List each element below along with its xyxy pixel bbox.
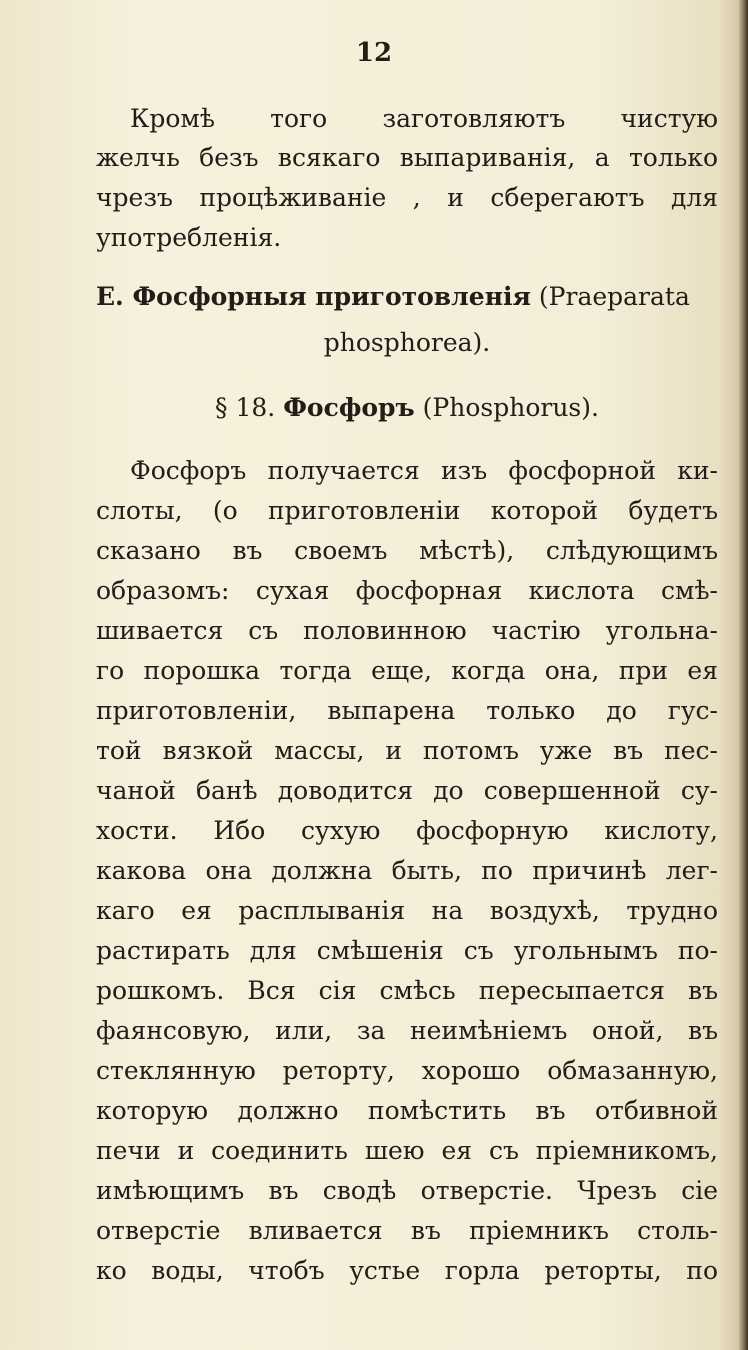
page-number: 12 bbox=[355, 38, 393, 68]
text-line: образомъ: сухая фосфорная кислота смѣ- bbox=[96, 576, 718, 605]
subheading-number: § 18. bbox=[215, 393, 276, 422]
text-line: которую должно помѣстить въ отбивной bbox=[96, 1096, 718, 1125]
text-line: Кромѣ того заготовляютъ чистую bbox=[130, 104, 718, 133]
paragraph-subheading bbox=[96, 391, 718, 425]
text-line: употребленія. bbox=[96, 223, 282, 252]
text-line: рошкомъ. Вся сія смѣсь пересыпается въ bbox=[96, 976, 718, 1005]
section-heading bbox=[96, 280, 736, 314]
subheading-latin: (Phosphorus). bbox=[422, 393, 599, 422]
section-heading-latin: (Praeparata bbox=[538, 282, 690, 311]
subheading-title: Фосфоръ bbox=[283, 393, 415, 422]
section-heading-title: E. Фосфорныя приготовленія bbox=[96, 282, 531, 311]
text-line: желчь безъ всякаго выпариванія, а только bbox=[96, 143, 718, 172]
text-line: печи и соединить шею ея съ пріемникомъ, bbox=[96, 1136, 718, 1165]
section-heading-continuation: phosphorea). bbox=[323, 328, 491, 357]
text-line: фаянсовую, или, за неимѣніемъ оной, въ bbox=[96, 1016, 718, 1045]
text-line: растирать для смѣшенія съ угольнымъ по- bbox=[96, 936, 718, 965]
text-line: го порошка тогда еще, когда она, при ея bbox=[96, 656, 718, 685]
text-line: Фосфоръ получается изъ фосфорной ки- bbox=[130, 456, 718, 485]
text-line: слоты, (о приготовленіи которой будетъ bbox=[96, 496, 718, 525]
text-line: чрезъ процѣживаніе , и сберегаютъ для bbox=[96, 183, 718, 212]
text-line: ко воды, чтобъ устье горла реторты, по bbox=[96, 1256, 718, 1285]
text-line: какова она должна быть, по причинѣ лег- bbox=[96, 856, 718, 885]
text-line: сказано въ своемъ мѣстѣ), слѣдующимъ bbox=[96, 536, 718, 565]
text-line: шивается съ половинною частію угольна- bbox=[96, 616, 718, 645]
page-binding-edge bbox=[738, 0, 748, 1350]
text-line: стеклянную реторту, хорошо обмазанную, bbox=[96, 1056, 718, 1085]
text-line: хости. Ибо сухую фосфорную кислоту, bbox=[96, 816, 718, 845]
text-line: каго ея расплыванія на воздухѣ, трудно bbox=[96, 896, 718, 925]
text-line: чаной банѣ доводится до совершенной су- bbox=[96, 776, 718, 805]
text-line: приготовленіи, выпарена только до гус- bbox=[96, 696, 718, 725]
text-line: той вязкой массы, и потомъ уже въ пес- bbox=[96, 736, 718, 765]
text-line: отверстіе вливается въ пріемникъ столь- bbox=[96, 1216, 718, 1245]
text-line: имѣющимъ въ сводѣ отверстіе. Чрезъ сіе bbox=[96, 1176, 718, 1205]
